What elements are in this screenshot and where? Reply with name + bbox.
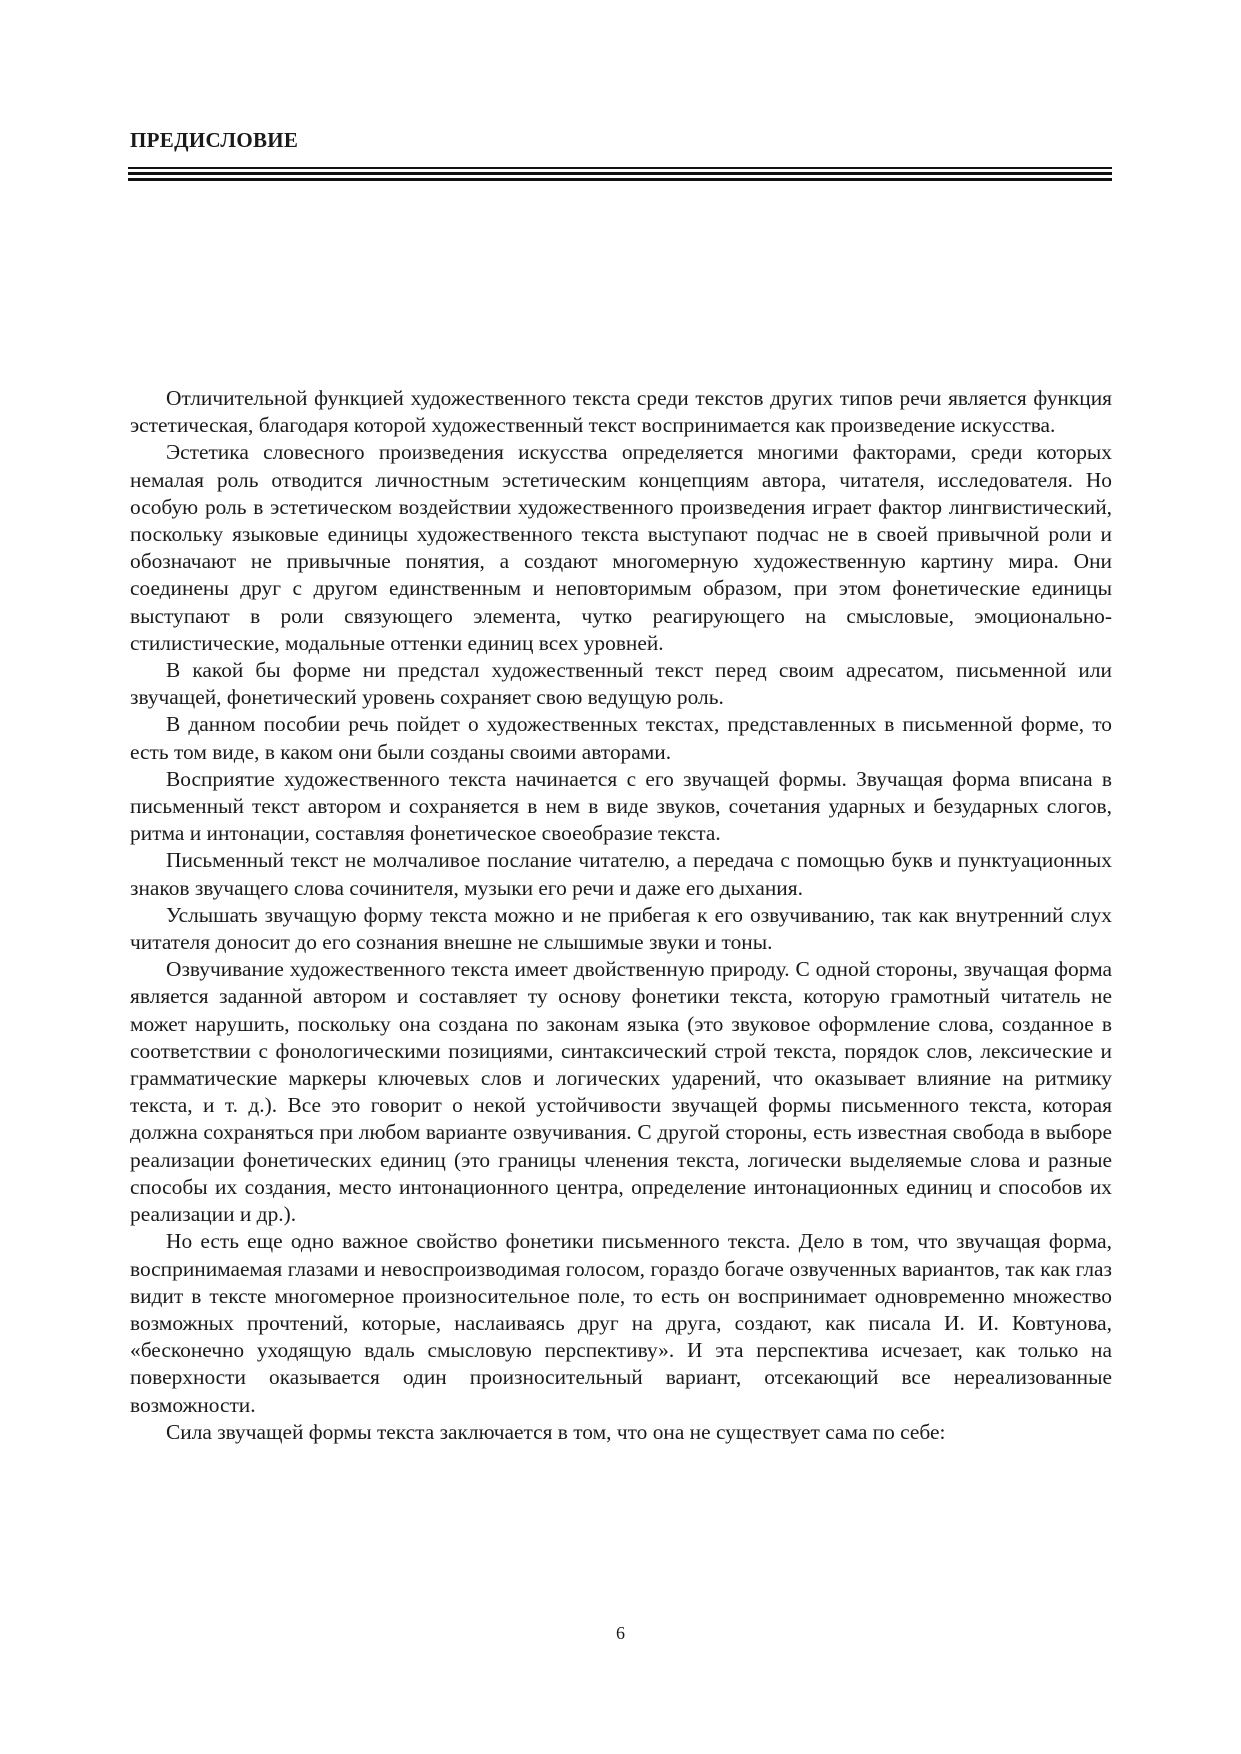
paragraph: Услышать звучащую форму текста можно и не прибегая к его озвучиванию, так как внутренний слух читателя доносит до его сознания внешне не слышимые звуки и тоны. (130, 902, 1112, 955)
page-title: ПРЕДИСЛОВИЕ (130, 128, 299, 152)
paragraph: Отличительной функцией художественного текста среди текстов других типов речи является функция эстетическая, благодаря которой художественный текст воспринимается как произведение искусства. (130, 386, 1112, 438)
paragraph: Озвучивание художественного текста имеет двойственную природу. С одной стороны, звучащая форма является заданной автором и составляет ту основу фонетики текста, которую грамотный читатель не может нарушить, поскольку она создана по законам языка (это звуковое оформление слова, созданное в соответствии с фонологическими позициями, синтаксический строй текста, порядок слов, лексические и грамматические маркеры ключевых слов и логических ударений, что оказывает влияние на ритмику текста, и т. д.). Все это говорит о некой устойчивости звучащей формы письменного текста, которая должна сохраняться при любом варианте озвучивания. С другой стороны, есть известная свобода в выборе реализации фонетических единиц (это границы членения текста, логически выделяемые слова и разные способы их создания, место интонационного центра, определение интонационных единиц и способов их реализации и др.). (130, 957, 1112, 1227)
body-text (130, 385, 1112, 1446)
heading-rule-bottom (128, 178, 1112, 181)
paragraph: В какой бы форме ни предстал художественный текст перед своим адресатом, письменной или звучащей, фонетический уровень сохраняет свою ведущую роль. (130, 658, 1112, 710)
heading-rule-middle (128, 172, 1112, 175)
paragraph: Восприятие художественного текста начинается с его звучащей формы. Звучащая форма вписана в письменный текст автором и сохраняется в нем в виде звуков, сочетания ударных и безударных слогов, ритма и интонации, составляя фонетическое своеобразие текста. (130, 766, 1112, 846)
paragraph: Письменный текст не молчаливое послание читателю, а передача с помощью букв и пунктуационных знаков звучащего слова сочинителя, музыки его речи и даже его дыхания. (130, 848, 1112, 900)
page-number: 6 (616, 1623, 625, 1643)
paragraph: Но есть еще одно важное свойство фонетики письменного текста. Дело в том, что звучащая форма, воспринимаемая глазами и невоспроизводимая голосом, гораздо богаче озвученных вариантов, так как глаз видит в тексте многомерное произносительное поле, то есть он воспринимает одновременно множество возможных прочтений, которые, наслаиваясь друг на друга, создают, как писала И. И. Ковтунова, «бесконечно уходящую вдаль смысловую перспективу». И эта перспектива исчезает, как только на поверхности оказывается один произносительный вариант, отсекающий все нереализованные возможности. (130, 1229, 1112, 1417)
heading-rule-thin (128, 167, 1112, 169)
paragraph: Эстетика словесного произведения искусства определяется многими факторами, среди которых немалая роль отводится личностным эстетическим концепциям автора, читателя, исследователя. Но особую роль в эстетическом воздействии художественного произведения играет фактор лингвистический, поскольку языковые единицы художественного текста выступают подчас не в своей привычной роли и обозначают не привычные понятия, а создают многомерную художественную картину мира. Они соединены друг с другом единственным и неповторимым образом, при этом фонетические единицы выступают в роли связующего элемента, чутко реагирующего на смысловые, эмоционально-стилистические, модальные оттенки единиц всех уровней. (130, 440, 1112, 655)
paragraph: В данном пособии речь пойдет о художественных текстах, представленных в письменной форме, то есть том виде, в каком они были созданы своими авторами. (130, 712, 1112, 764)
paragraph: Сила звучащей формы текста заключается в том, что она не существует сама по себе: (166, 1419, 946, 1444)
